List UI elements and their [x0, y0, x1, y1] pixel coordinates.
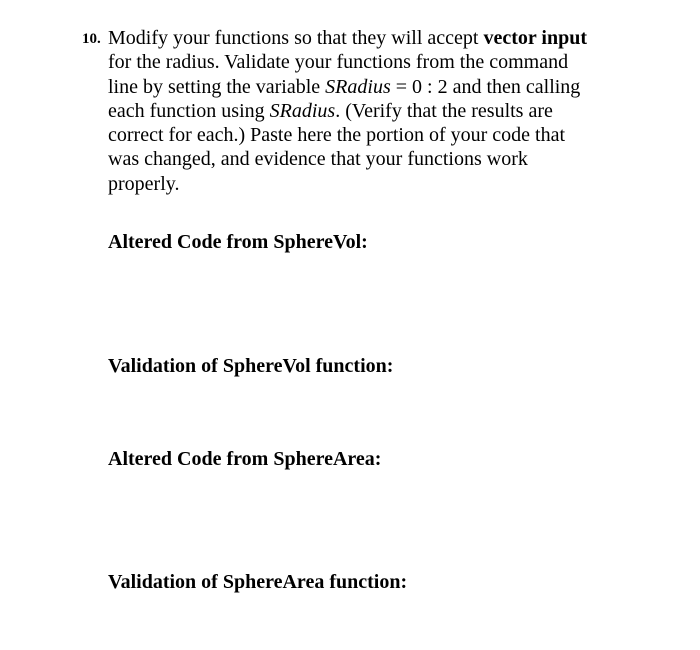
validation-spherearea-answer-area[interactable]: [108, 602, 668, 642]
question-text: [108, 26, 668, 196]
question-line-5: correct for each.) Paste here the portion of your code that: [108, 124, 566, 147]
question-line-4-pre: each function using: [108, 99, 270, 122]
vector-input-emphasis: vector input: [483, 27, 587, 49]
question-line-1-text: Modify your functions so that they will accept: [108, 27, 484, 49]
validation-spherevol-answer-area[interactable]: [108, 386, 668, 442]
question-number: 10.: [82, 31, 101, 47]
question-line-4: [108, 99, 668, 123]
question-line-1: [108, 26, 668, 50]
question-line-3-pre: line by setting the variable: [108, 75, 326, 98]
question-line-7: properly.: [108, 172, 180, 195]
question-line-6: was changed, and evidence that your functions work: [108, 148, 528, 171]
question-line-4-post: . (Verify that the results are: [335, 99, 553, 122]
sradius-variable-2: SRadius: [269, 99, 336, 122]
validation-spherearea-heading: Validation of SphereArea function:: [108, 571, 408, 593]
question-line-2: for the radius. Validate your functions from the command: [108, 51, 569, 74]
altered-code-spherearea-answer-area[interactable]: [108, 479, 668, 563]
question-line-3-post: = 0 : 2 and then calling: [390, 75, 581, 98]
altered-code-spherearea-heading: Altered Code from SphereArea:: [108, 448, 382, 470]
altered-code-spherevol-heading: Altered Code from SphereVol:: [108, 231, 368, 253]
question-line-3: [108, 75, 668, 99]
validation-spherevol-heading: Validation of SphereVol function:: [108, 355, 394, 377]
altered-code-spherevol-answer-area[interactable]: [108, 262, 668, 342]
sradius-variable: SRadius: [325, 75, 391, 98]
